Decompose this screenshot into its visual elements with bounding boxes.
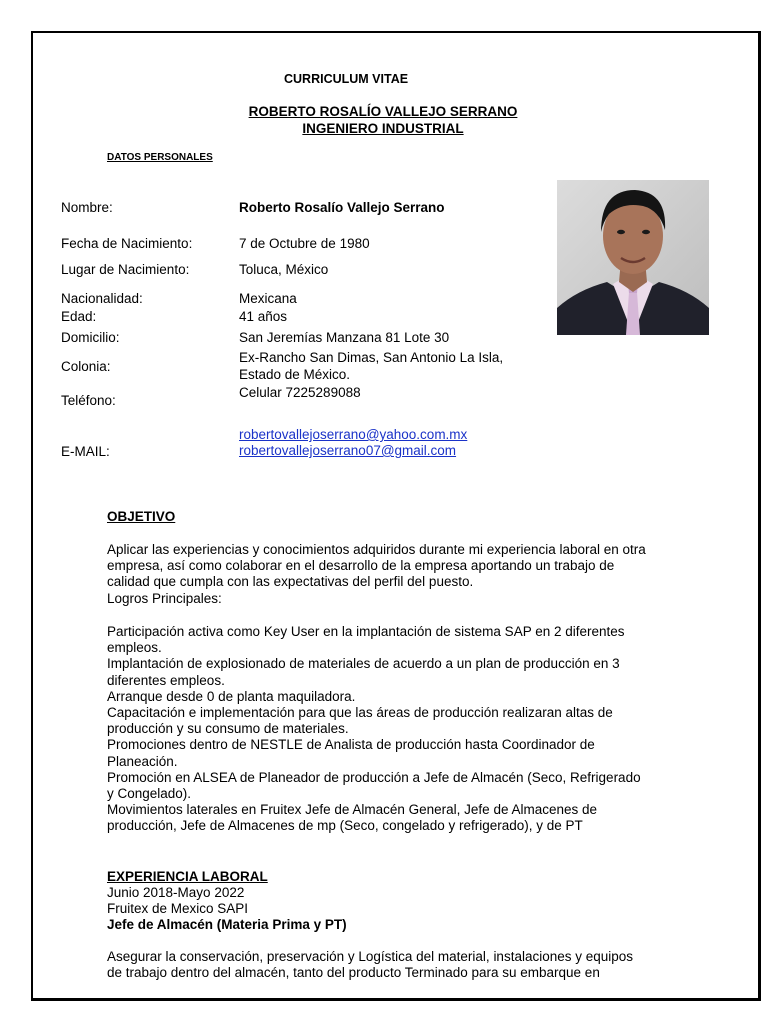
value-nationality: Mexicana (239, 291, 297, 306)
label-birthdate: Fecha de Nacimiento: (61, 236, 193, 251)
achievement-line: Movimientos laterales en Fruitex Jefe de Almacén General, Jefe de Almacenes de (107, 802, 598, 818)
value-colonia-line2: Estado de México. (239, 367, 351, 382)
achievements-heading: Logros Principales: (107, 590, 222, 606)
achievement-line: diferentes empleos. (107, 672, 225, 688)
value-name: Roberto Rosalío Vallejo Serrano (239, 200, 445, 215)
achievement-line: producción y su consumo de materiales. (107, 721, 349, 737)
achievement-line: producción, Jefe de Almacenes de mp (Seco, congelado y refrigerado), y de PT (107, 818, 583, 834)
achievement-line: Arranque desde 0 de planta maquiladora. (107, 688, 356, 704)
value-birthdate: 7 de Octubre de 1980 (239, 236, 370, 251)
objective-text (107, 542, 646, 607)
email-link-yahoo[interactable]: robertovallejoserrano@yahoo.com.mx (239, 427, 468, 442)
achievement-line: Promociones dentro de NESTLE de Analista de producción hasta Coordinador de (107, 737, 595, 753)
profile-photo (557, 180, 709, 335)
label-email: E-MAIL: (61, 444, 110, 459)
label-birthplace: Lugar de Nacimiento: (61, 262, 190, 277)
label-colonia: Colonia: (61, 359, 111, 374)
label-age: Edad: (61, 309, 97, 324)
personal-data-section-title: DATOS PERSONALES (107, 152, 213, 163)
objective-line: calidad que cumpla con las expectativas del perfil del puesto. (107, 574, 474, 590)
value-birthplace: Toluca, México (239, 262, 329, 277)
experience-company: Fruitex de Mexico SAPI (107, 901, 249, 917)
achievement-line: Participación activa como Key User en la implantación de sistema SAP en 2 diferentes (107, 624, 625, 639)
experience-entry (107, 885, 347, 934)
objective-line: Aplicar las experiencias y conocimientos adquiridos durante mi experiencia laboral en otra (107, 542, 646, 557)
experience-description (107, 949, 633, 981)
achievement-line: Planeación. (107, 753, 178, 769)
value-colonia-line1: Ex-Rancho San Dimas, San Antonio La Isla, (239, 350, 504, 365)
email-link-gmail[interactable]: robertovallejoserrano07@gmail.com (239, 443, 457, 458)
achievements-list (107, 624, 641, 835)
profession-heading: INGENIERO INDUSTRIAL (302, 121, 464, 136)
experience-period: Junio 2018-Mayo 2022 (107, 885, 245, 900)
label-phone: Teléfono: (61, 393, 116, 408)
portrait-illustration (557, 180, 709, 335)
achievement-line: Promoción en ALSEA de Planeador de producción a Jefe de Almacén (Seco, Refrigerado (107, 769, 641, 785)
label-address: Domicilio: (61, 330, 120, 345)
experience-desc-line: Asegurar la conservación, preservación y Logística del material, instalaciones y equipos (107, 949, 634, 964)
doc-title: CURRICULUM VITAE (284, 72, 409, 86)
person-name-heading: ROBERTO ROSALÍO VALLEJO SERRANO (248, 104, 518, 119)
label-name: Nombre: (61, 200, 113, 215)
experience-title: EXPERIENCIA LABORAL (107, 869, 268, 884)
achievement-line: Implantación de explosionado de materiales de acuerdo a un plan de producción en 3 (107, 656, 620, 672)
achievement-line: empleos. (107, 640, 162, 656)
label-nationality: Nacionalidad: (61, 291, 143, 306)
experience-desc-line: de trabajo dentro del almacén, tanto del producto Terminado para su embarque en (107, 965, 600, 981)
achievement-line: Capacitación e implementación para que las áreas de producción realizaran altas de (107, 705, 613, 721)
objective-title: OBJETIVO (107, 509, 176, 524)
achievement-line: y Congelado). (107, 786, 192, 802)
value-phone: Celular 7225289088 (239, 385, 361, 400)
value-age: 41 años (239, 309, 288, 324)
objective-line: empresa, así como colaborar en el desarrollo de la empresa aportando un trabajo de (107, 558, 615, 574)
value-address: San Jeremías Manzana 81 Lote 30 (239, 330, 450, 345)
experience-position: Jefe de Almacén (Materia Prima y PT) (107, 917, 347, 933)
